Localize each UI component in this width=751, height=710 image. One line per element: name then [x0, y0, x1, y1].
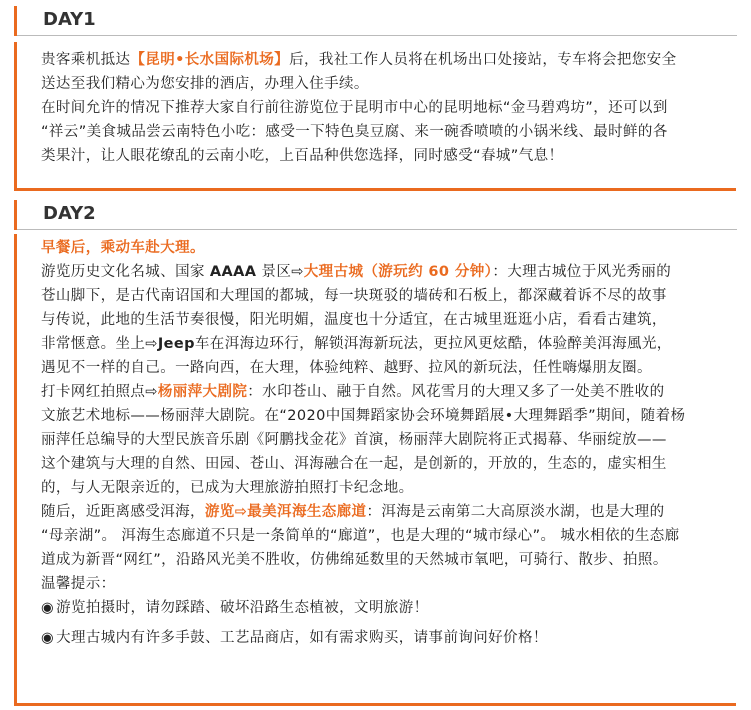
day1-title: DAY1 — [43, 9, 96, 30]
day2-line-8: 丽萍任总编导的大型民族音乐剧《阿鹏找金花》首演，杨丽萍大剧院将正式揭幕、华丽绽放—— — [41, 432, 667, 448]
day2-line-4: 非常惬意。坐上⇨Jeep车在洱海边环行，解锁洱海新玩法，更拉风更炫酷，体验醉美洱海風光， — [41, 336, 672, 352]
day2-line-5: 遇见不一样的自己。一路向西，在大理，体验纯粹、越野、拉风的新玩法，任性嗨爆朋友圈。 — [41, 360, 652, 376]
airport-highlight: 【昆明•长水国际机场】 — [130, 52, 290, 68]
tips-title: 温馨提示： — [41, 576, 116, 592]
day1-line-3: 在时间允许的情况下推荐大家自行前往游览位于昆明市中心的昆明地标“金马碧鸡坊”，还可以到 — [41, 100, 668, 116]
day1-line-2: 送达至我们精心为您安排的酒店，办理入住手续。 — [41, 76, 369, 92]
day2-line-9: 这个建筑与大理的自然、田园、苍山、洱海融合在一起，是创新的，开放的，生态的，虚实相生 — [41, 456, 667, 472]
day2-line-2: 苍山脚下，是古代南诏国和大理国的都城，每一块斑驳的墙砖和石板上，都深藏着诉不尽的故事 — [41, 288, 667, 304]
day2-title: DAY2 — [43, 203, 96, 224]
day1-header — [14, 6, 737, 36]
day2-line-12: “母亲湖”。 洱海生态廊道不只是一条简单的“廊道”，也是大理的“城市绿心”。 城水相依的生态廊 — [41, 528, 680, 544]
day2-line-6: 打卡网红拍照点⇨杨丽萍大剧院：水印苍山、融于自然。风花雪月的大理又多了一处美不胜收的 — [41, 384, 665, 400]
day2-line-1: 游览历史文化名城、国家 AAAA 景区⇨大理古城（游玩约 60 分钟）：大理古城位于风光秀丽的 — [41, 264, 672, 280]
erhai-corridor-highlight: 游览⇨最美洱海生态廊道 — [204, 504, 367, 520]
day2-line-3: 与传说，此地的生活节奏很慢，阳光明媚，温度也十分适宜，在古城里逛逛小店，看看古建筑， — [41, 312, 667, 328]
breakfast-line: 早餐后，乘动车赴大理。 — [41, 240, 205, 256]
day2-line-7: 文旅艺术地标——杨丽萍大剧院。在“2020中国舞蹈家协会环境舞蹈展•大理舞蹈季”期间，随着杨 — [41, 408, 686, 424]
day2-body — [14, 234, 736, 706]
dali-old-town-highlight: 大理古城（游玩约 60 分钟） — [303, 264, 493, 280]
day2-divider — [17, 229, 737, 230]
day1-divider — [17, 35, 737, 36]
tip-item-2: ◉ 大理古城内有许多手鼓、工艺品商店，如有需求购买，请事前询问好价格！ — [41, 630, 548, 646]
day1-line-1: 贵客乘机抵达【昆明•长水国际机场】后，我社工作人员将在机场出口处接站，专车将会把您安全 — [41, 52, 677, 68]
day1-line-5: 类果汁，让人眼花缭乱的云南小吃，上百品种供您选择，同时感受“春城”气息！ — [41, 148, 564, 164]
tip-item-1: ◉ 游览拍摄时，请勿踩踏、破坏沿路生态植被，文明旅游！ — [41, 600, 429, 616]
day2-line-10: 的，与人无限亲近的，已成为大理旅游拍照打卡纪念地。 — [41, 480, 414, 496]
bullet-icon: ◉ — [41, 630, 55, 646]
day1-line-4: “祥云”美食城品尝云南特色小吃：感受一下特色臭豆腐、来一碗香喷喷的小锅米线、最时鲜的各 — [41, 124, 668, 140]
theatre-highlight: 杨丽萍大剧院 — [157, 384, 248, 400]
day2-header — [14, 200, 737, 230]
day2-line-13: 道成为新晋“网红”，沿路风光美不胜收，仿佛绵延数里的天然城市氧吧，可骑行、散步、拍照。 — [41, 552, 668, 568]
day2-line-11: 随后，近距离感受洱海，游览⇨最美洱海生态廊道：洱海是云南第二大高原淡水湖，也是大理的 — [41, 504, 665, 520]
day1-body — [14, 42, 736, 191]
bullet-icon: ◉ — [41, 600, 55, 616]
